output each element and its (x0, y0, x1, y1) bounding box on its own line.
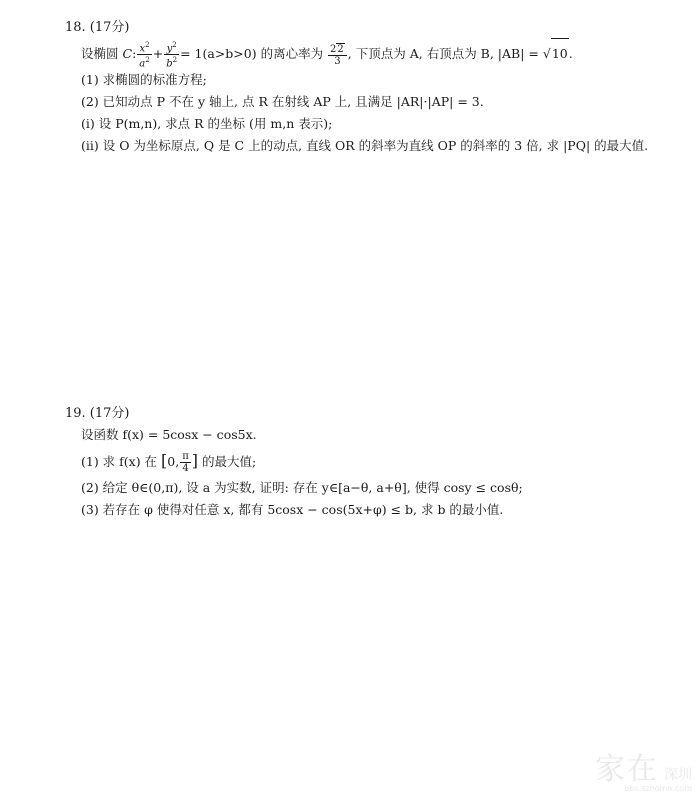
problem-18-part-1: (1) 求椭圆的标准方程; (81, 72, 207, 88)
site-watermark: 家在 深圳 bbs.szhome.com (594, 752, 692, 793)
problem-19-part-3: (3) 若存在 φ 使得对任意 x, 都有 5cosx − cos(5x+φ) ≤ b, 求 b 的最小值. (81, 502, 504, 517)
fraction-y2-b2: $\frac{y^2}{b^2}$ (166, 40, 178, 70)
eccentricity-fraction: $\frac{22}{3}$ (328, 43, 347, 67)
problem-19-header: 19. (17分) (65, 406, 130, 421)
problem-19-part-1: (1) 求 f(x) 在 [0, $\frac{\pi}{4}$ ] 的最大值; (81, 451, 257, 474)
problem-19-stem: 设函数 f(x) = 5cosx − cos5x. (81, 427, 257, 442)
problem-18-part-2i: (i) 设 P(m,n), 求点 R 的坐标 (用 m,n 表示); (81, 116, 333, 132)
problem-18-part-2ii: (ii) 设 O 为坐标原点, Q 是 C 上的动点, 直线 OR 的斜率为直线 OP 的斜率的 3 倍, 求 |PQ| 的最大值. (81, 138, 649, 154)
fraction-x2-a2: $\frac{x^2}{a^2}$ (139, 40, 150, 70)
problem-19 (65, 404, 685, 521)
fraction-pi-4: $\frac{\pi}{4}$ (182, 451, 189, 474)
problem-18-header: 18. (17分) (65, 20, 130, 35)
problem-18-stem: 设椭圆 C: $\frac{x^2}{a^2}$ + $\frac{y^2}{b^2}$ = 1(a>b>0) 的离心率为 $\frac{22}{3}$ , 下顶点为 A, 右顶点为 B, |AB| = √10. (65, 38, 685, 69)
problem-18-part-2: (2) 已知动点 P 不在 y 轴上, 点 R 在射线 AP 上, 且满足 |AR|·|AP| = 3. (81, 94, 484, 110)
problem-18 (65, 18, 685, 157)
problem-19-part-2: (2) 给定 θ∈(0,π), 设 a 为实数, 证明: 存在 y∈[a−θ, a+θ], 使得 cosy ≤ cosθ; (81, 480, 523, 495)
